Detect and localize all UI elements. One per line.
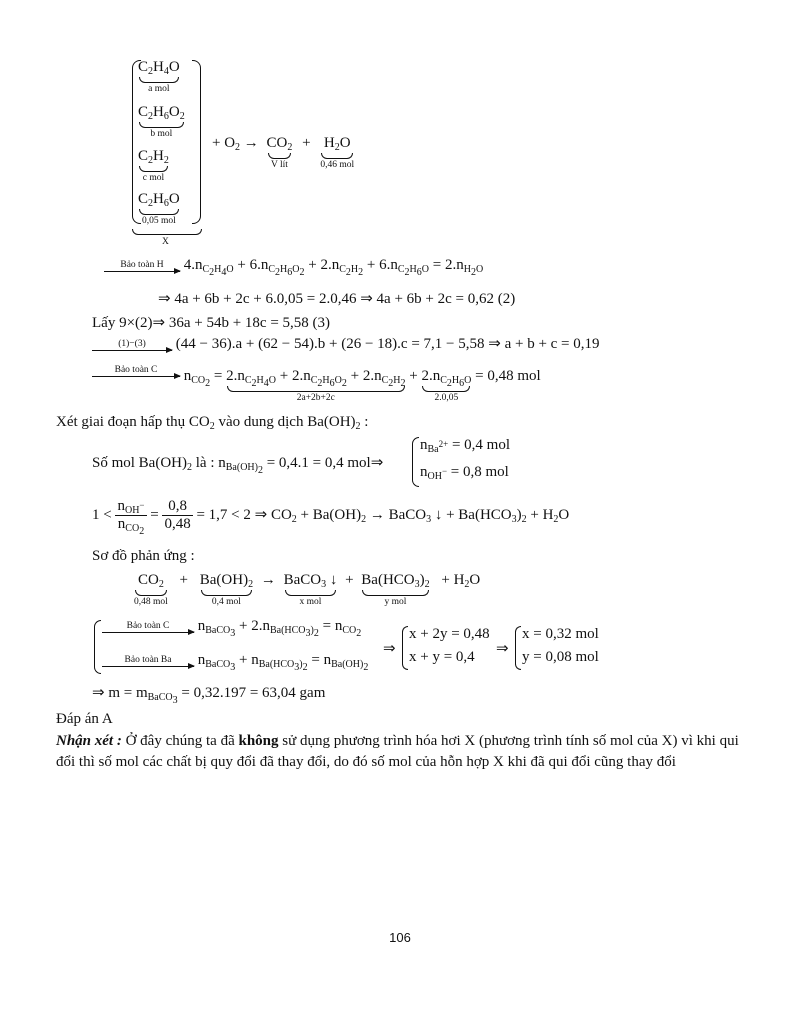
absorption-paragraph: Xét giai đoạn hấp thụ $CO_2$ vào dung dịch $Ba(OH)_2$ : <box>56 414 369 432</box>
right-brace <box>192 60 201 224</box>
carbon-balance-line <box>92 363 541 404</box>
solution-x: x = 0,32 mol <box>522 626 599 642</box>
arrow-label: Bảo toàn C <box>126 620 170 631</box>
compound-formula: $C_2H_6O_2$ <box>138 104 185 122</box>
compound-amount: a mol <box>148 84 170 94</box>
compound-4 <box>138 191 180 227</box>
barium-conservation-expression: $n_{BaCO_3} + n_{Ba(HCO_3)_2} = n_{Ba(OH)_2}$ <box>197 652 369 673</box>
scheme-amount: 0,48 mol <box>134 597 168 607</box>
compound-amount: c mol <box>142 173 165 183</box>
carbon-group-2-label: 2.0,05 <box>434 393 459 403</box>
arrow-label: Bảo toàn H <box>120 259 164 270</box>
ratio-conclusion: = 1,7 < 2 ⇒ $CO_2 + Ba(OH)_2$ → BaCO$_3$ ↓ + $Ba(HCO_3)_2 + H_2O$ <box>196 506 570 525</box>
system-brace <box>412 437 419 487</box>
co2-amount: V lít <box>270 160 288 170</box>
final-result: ⇒ $m = m_{BaCO_3} = 0,32.197 = 63,04$ gam <box>92 685 326 706</box>
hydrogen-balance-expression: $4.n_{C_2H_4O} + 6.n_{C_2H_6O_2} + 2.n_{C_2H_2} + 6.n_{C_2H_6O} = 2.n_{H_2O}$ <box>183 257 484 278</box>
scheme-species: BaCO$_3$ ↓ <box>283 572 338 590</box>
ba-ion-moles: $n_{Ba^{2+}} = 0,4$ mol <box>420 437 510 455</box>
ratio-numerator: $n_{OH^-}$ <box>117 498 145 516</box>
equals-sign: = <box>150 506 159 523</box>
mixture-label: X <box>162 237 169 247</box>
equation-s1b: x + y = 0,4 <box>409 649 475 665</box>
ratio-line <box>92 498 570 537</box>
arrow-label: Bảo toàn C <box>114 365 158 375</box>
implies-2: ⇒ <box>496 641 509 657</box>
remark-emphasis: không <box>238 733 279 749</box>
solve-brace-1 <box>402 626 408 670</box>
carbon-group-1: $2.n_{C_2H_4O} + 2.n_{C_2H_6O_2} + 2.n_{C_2H_2}$ <box>226 368 406 389</box>
ratio-denominator: $n_{CO_2}$ <box>117 516 145 537</box>
compound-formula: $C_2H_2$ <box>138 148 169 166</box>
hydrogen-balance-line <box>104 257 484 278</box>
arrow-label: Bảo toàn Ba <box>124 654 172 665</box>
compound-1 <box>138 59 180 95</box>
mixture-underbrace <box>132 229 202 235</box>
scheme-species: $Ba(OH)_2$ <box>199 572 254 590</box>
carbon-balance-lhs: $n_{CO_2}$ = <box>183 368 223 389</box>
scheme-species: $CO_2$ <box>137 572 164 590</box>
carbon-balance-result: = 0,48 mol <box>475 368 541 384</box>
conservation-brace <box>94 620 101 674</box>
plus-sign: + <box>409 368 418 384</box>
scheme-amount: x mol <box>299 597 322 607</box>
compound-3 <box>138 148 169 184</box>
answer: Đáp án A <box>56 711 113 727</box>
equation-s1a: x + 2y = 0,48 <box>409 626 490 642</box>
oxygen-reactant: + $O_2$ → <box>212 135 259 153</box>
scheme-operator: + <box>179 572 188 588</box>
remark-text-1: Ở đây chúng ta đã <box>121 733 239 749</box>
remark-label: Nhận xét : <box>56 733 122 749</box>
compound-formula: $C_2H_6O$ <box>138 191 180 209</box>
subtraction-line <box>92 334 600 353</box>
combustion-reaction <box>212 135 354 171</box>
remark-text-2: sử dụng phương trình hóa hơi X (phương trình tính số mol của X) vì khi qui đổi thì số mol các chất bị quy đổi đã thay đổi, do đó số mol của hỗn hợp X khi đã qui đổi cũng thay đổi <box>56 733 739 770</box>
h2o-product: $H_2O$ <box>323 135 351 153</box>
implies-1: ⇒ <box>383 641 396 657</box>
solution-y: y = 0,08 mol <box>522 649 599 665</box>
h2o-amount: 0,46 mol <box>320 160 355 170</box>
page-number: 106 <box>389 930 411 945</box>
plus-sign: + <box>302 135 311 151</box>
co2-product: $CO_2$ <box>266 135 293 153</box>
compound-2 <box>138 104 185 140</box>
compound-amount: b mol <box>150 129 173 139</box>
scheme-operator: + <box>345 572 354 588</box>
hydroxide-moles: $n_{OH^-} = 0,8$ mol <box>420 464 509 482</box>
scheme-species: $Ba(HCO_3)_2$ <box>361 572 430 590</box>
equation-2: ⇒ 4a + 6b + 2c + 6.0,05 = 2.0,46 ⇒ 4a + 6b + 2c = 0,62 (2) <box>158 291 516 307</box>
scheme-operator: + $H_2O$ <box>441 572 481 590</box>
subtraction-expression: (44 − 36).a + (62 − 54).b + (26 − 18).c = 7,1 − 5,58 ⇒ a + b + c = 0,19 <box>175 336 600 352</box>
scheme-operator: → <box>260 572 276 588</box>
remark-paragraph <box>56 731 746 773</box>
ratio-prefix: 1 < <box>92 506 112 523</box>
scheme-amount: y mol <box>384 597 407 607</box>
solve-brace-2 <box>515 626 521 670</box>
reaction-scheme <box>134 572 480 608</box>
compound-formula: $C_2H_4O$ <box>138 59 180 77</box>
carbon-conservation-row <box>102 618 362 639</box>
ratio-denominator-value: 0,48 <box>164 516 191 532</box>
carbon-conservation-expression: $n_{BaCO_3} + 2.n_{Ba(HCO_3)_2} = n_{CO_2}$ <box>197 618 362 639</box>
equation-3: Lấy 9×(2)⇒ 36a + 54b + 18c = 5,58 (3) <box>92 315 331 331</box>
carbon-group-2: $2.n_{C_2H_6O}$ <box>421 368 472 389</box>
compound-amount: 0,05 mol <box>141 216 176 226</box>
carbon-group-1-label: 2a+2b+2c <box>296 393 335 403</box>
ratio-numerator-value: 0,8 <box>162 498 192 516</box>
baoh2-moles: Số mol $Ba(OH)_2$ là : $n_{Ba(OH)_2} = 0,4.1 = 0,4$ mol⇒ <box>92 455 384 476</box>
scheme-title: Sơ đồ phản ứng : <box>92 548 195 564</box>
barium-conservation-row <box>102 652 369 673</box>
scheme-amount: 0,4 mol <box>211 597 241 607</box>
arrow-label: (1)−(3) <box>118 338 146 349</box>
